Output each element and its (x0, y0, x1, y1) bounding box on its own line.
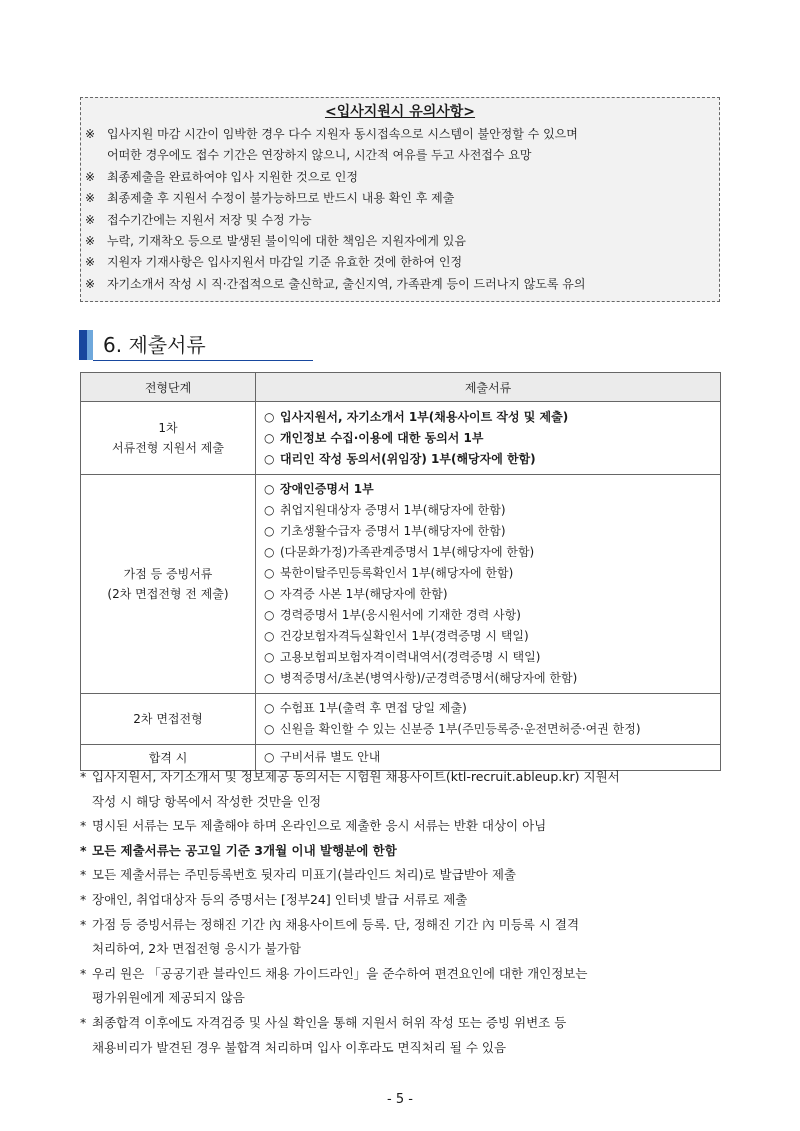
list-item: ○ 건강보험자격득실확인서 1부(경력증명 시 택일) (264, 629, 529, 643)
list-item: ○ 병적증명서/초본(병역사항)/군경력증명서(해당자에 한함) (264, 671, 578, 685)
page-number: - 5 - (387, 1092, 413, 1107)
list-item: ○ 대리인 작성 동의서(위임장) 1부(해당자에 한함) (264, 451, 536, 466)
section-heading (79, 330, 313, 362)
notice-line: 어떠한 경우에도 접수 기간은 연장하지 않으니, 시간적 여유를 두고 사전접수 요망 (107, 148, 532, 163)
list-item: ○ 입사지원서, 자기소개서 1부(채용사이트 작성 및 제출) (264, 409, 569, 424)
list-item: ○ 고용보험피보험자격이력내역서(경력증명 시 택일) (264, 650, 541, 664)
list-item: ○ 기초생활수급자 증명서 1부(해당자에 한함) (264, 524, 506, 538)
note-item: * 우리 원은 「공공기관 블라인드 채용 가이드라인」을 준수하여 편견요인에 대한 개인정보는 (80, 965, 588, 981)
note-item: 작성 시 해당 항목에서 작성한 것만을 인정 (92, 793, 322, 809)
documents-cell (256, 402, 721, 475)
list-item: ○ 경력증명서 1부(응시원서에 기재한 경력 사항) (264, 608, 521, 622)
notice-line: ※ 누락, 기재착오 등으로 발생된 불이익에 대한 책임은 지원자에게 있음 (85, 233, 466, 248)
notice-line: ※ 지원자 기재사항은 입사지원서 마감일 기준 유효한 것에 한하여 인정 (85, 255, 463, 270)
documents-cell (256, 694, 721, 745)
notice-line: ※ 자기소개서 작성 시 직·간접적으로 출신학교, 출신지역, 가족관계 등이 드러나지 않도록 유의 (85, 276, 586, 291)
note-item: * 모든 제출서류는 주민등록번호 뒷자리 미표기(블라인드 처리)로 발급받아 제출 (80, 867, 516, 883)
section-underline (93, 360, 313, 361)
list-item: ○ 구비서류 별도 안내 (264, 750, 381, 764)
stage-cell: 2차 면접전형 (81, 694, 256, 745)
notice-line: ※ 접수기간에는 지원서 저장 및 수정 가능 (85, 212, 312, 227)
section-accent-bar-light (87, 330, 93, 360)
table-header-row (81, 373, 721, 402)
note-item: * 가점 등 증빙서류는 정해진 기간 內 채용사이트에 등록. 단, 정해진 기간 內 미등록 시 결격 (80, 916, 580, 932)
list-item: ○ 장애인증명서 1부 (264, 482, 374, 496)
note-item: * 모든 제출서류는 공고일 기준 3개월 이내 발행분에 한함 (80, 842, 397, 858)
list-item: ○ 자격증 사본 1부(해당자에 한함) (264, 587, 448, 601)
table-row (81, 694, 721, 745)
header-documents: 제출서류 (256, 373, 721, 402)
stage-cell: 가점 등 증빙서류 (2차 면접전형 전 제출) (81, 475, 256, 694)
list-item: ○ 취업지원대상자 증명서 1부(해당자에 한함) (264, 503, 506, 517)
notice-line: ※ 최종제출을 완료하여야 입사 지원한 것으로 인정 (85, 169, 358, 184)
list-item: ○ (다문화가정)가족관계증명서 1부(해당자에 한함) (264, 545, 535, 559)
note-item: 평가위원에게 제공되지 않음 (92, 990, 245, 1006)
documents-table (80, 372, 721, 771)
list-item: ○ 개인정보 수집·이용에 대한 동의서 1부 (264, 430, 484, 445)
section-title: 6. 제출서류 (103, 333, 206, 357)
note-item: * 장애인, 취업대상자 등의 증명서는 [정부24] 인터넷 발급 서류로 제출 (80, 891, 468, 907)
section-accent-bar (79, 330, 87, 360)
note-item: * 최종합격 이후에도 자격검증 및 사실 확인을 통해 지원서 허위 작성 또는 증빙 위변조 등 (80, 1014, 567, 1030)
notice-title: <입사지원시 유의사항> (324, 104, 476, 120)
note-item: 채용비리가 발견된 경우 불합격 처리하며 입사 이후라도 면직처리 될 수 있음 (92, 1039, 507, 1055)
notes-list (80, 765, 725, 1060)
table-row (81, 475, 721, 694)
note-item: * 입사지원서, 자기소개서 및 정보제공 동의서는 시험원 채용사이트(ktl-recruit.ableup.kr) 지원서 (80, 769, 620, 784)
documents-cell (256, 475, 721, 694)
stage-cell: 합격 시 (81, 745, 256, 771)
notice-box (80, 97, 720, 302)
list-item: ○ 수험표 1부(출력 후 면접 당일 제출) (264, 701, 467, 715)
note-item: * 명시된 서류는 모두 제출해야 하며 온라인으로 제출한 응시 서류는 반환 대상이 아님 (80, 818, 547, 834)
table-row (81, 402, 721, 475)
stage-cell: 1차 서류전형 지원서 제출 (81, 402, 256, 475)
header-stage: 전형단계 (81, 373, 256, 402)
list-item: ○ 신원을 확인할 수 있는 신분증 1부(주민등록증·운전면허증·여권 한정) (264, 722, 641, 736)
notice-line: ※ 입사지원 마감 시간이 임박한 경우 다수 지원자 동시접속으로 시스템이 불안정할 수 있으며 (85, 127, 578, 141)
list-item: ○ 북한이탈주민등록확인서 1부(해당자에 한함) (264, 566, 514, 580)
note-item: 처리하여, 2차 면접전형 응시가 불가함 (92, 941, 301, 957)
notice-line: ※ 최종제출 후 지원서 수정이 불가능하므로 반드시 내용 확인 후 제출 (85, 191, 455, 206)
